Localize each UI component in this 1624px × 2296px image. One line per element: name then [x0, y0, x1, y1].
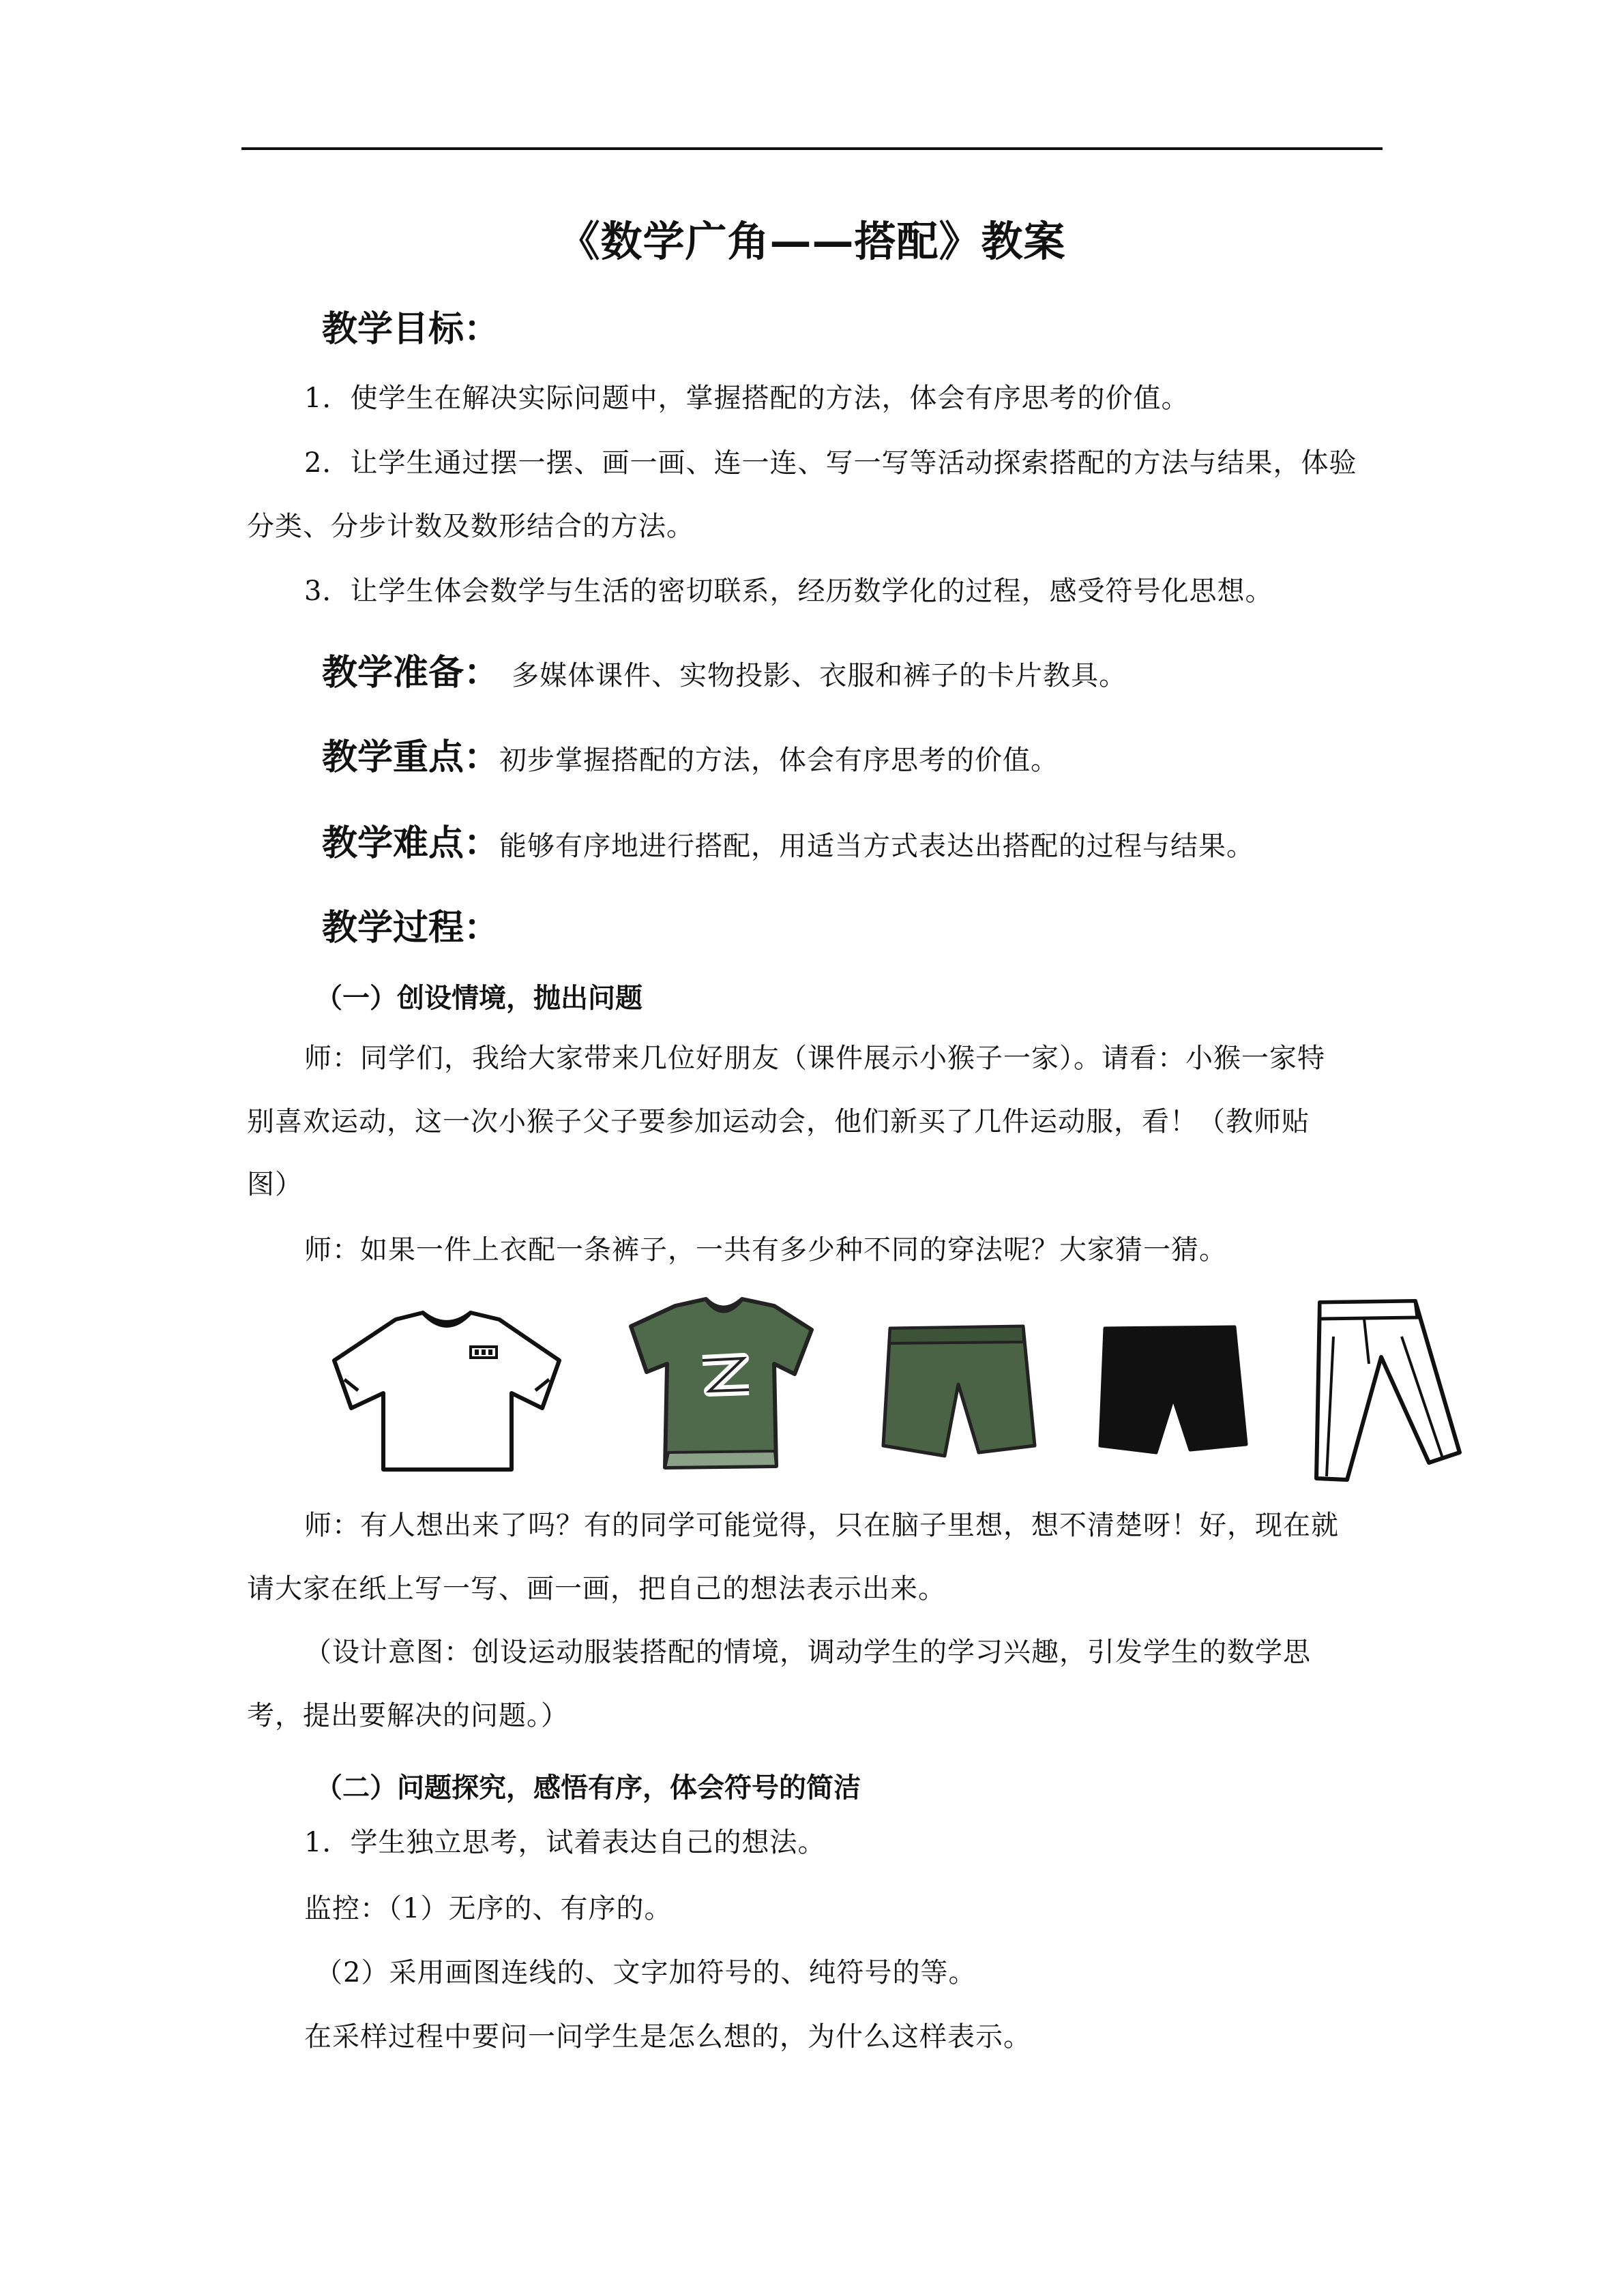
difficulty-row — [322, 814, 1254, 865]
key-point-heading: 教学重点： — [322, 737, 500, 778]
section-1-line-7: （设计意图：创设运动服装搭配的情境，调动学生的学习兴趣，引发学生的数学思 — [304, 1637, 1311, 1668]
section-2-line-2: 监控：（1）无序的、有序的。 — [304, 1893, 673, 1924]
objective-3: 3．让学生体会数学与生活的密切联系，经历数学化的过程，感受符号化思想。 — [304, 576, 1273, 607]
section-2-heading: （二）问题探究，感悟有序，体会符号的简洁 — [315, 1772, 861, 1804]
header-rule — [241, 147, 1383, 150]
green-z-tshirt-icon — [628, 1296, 818, 1476]
objective-2-cont: 分类、分步计数及数形结合的方法。 — [247, 511, 694, 542]
clothing-illustration — [314, 1292, 1473, 1490]
process-heading: 教学过程： — [322, 908, 500, 949]
preparation-heading: 教学准备： — [322, 653, 500, 694]
page-title: 《数学广角——搭配》教案 — [558, 218, 1066, 266]
preparation-text: 多媒体课件、实物投影、衣服和裤子的卡片教具。 — [512, 660, 1127, 691]
difficulty-text: 能够有序地进行搭配，用适当方式表达出搭配的过程与结果。 — [499, 831, 1255, 862]
objectives-heading: 教学目标： — [322, 309, 500, 350]
white-trousers-icon — [1306, 1296, 1466, 1487]
section-2-line-1: 1．学生独立思考，试着表达自己的想法。 — [304, 1827, 826, 1858]
preparation-row — [322, 644, 1127, 695]
green-shorts-icon — [876, 1323, 1040, 1459]
section-1-heading: （一）创设情境，抛出问题 — [315, 983, 643, 1014]
objective-2: 2．让学生通过摆一摆、画一画、连一连、写一写等活动探索搭配的方法与结果，体验 — [304, 447, 1357, 479]
difficulty-heading: 教学难点： — [322, 823, 500, 864]
white-tshirt-icon — [321, 1306, 573, 1476]
section-1-line-2: 别喜欢运动，这一次小猴子父子要参加运动会，他们新买了几件运动服，看！（教师贴 — [247, 1106, 1310, 1137]
section-1-line-4: 师：如果一件上衣配一条裤子，一共有多少种不同的穿法呢？大家猜一猜。 — [304, 1234, 1227, 1266]
objective-1: 1．使学生在解决实际问题中，掌握搭配的方法，体会有序思考的价值。 — [304, 383, 1190, 414]
black-shorts-icon — [1095, 1323, 1252, 1459]
section-1-line-1: 师：同学们，我给大家带来几位好朋友（课件展示小猴子一家）。请看：小猴一家特 — [304, 1043, 1325, 1074]
section-1-line-5: 师：有人想出来了吗？有的同学可能觉得，只在脑子里想，想不清楚呀！好，现在就 — [304, 1510, 1339, 1541]
section-2-line-4: 在采样过程中要问一问学生是怎么想的，为什么这样表示。 — [304, 2021, 1031, 2053]
key-point-row — [322, 728, 1059, 779]
section-1-line-3: 图） — [247, 1169, 303, 1200]
section-2-line-3: （2）采用画图连线的、文字加符号的、纯符号的等。 — [315, 1957, 977, 1988]
section-1-line-6: 请大家在纸上写一写、画一画，把自己的想法表示出来。 — [247, 1573, 946, 1605]
section-1-line-8: 考，提出要解决的问题。） — [247, 1700, 569, 1731]
key-point-text: 初步掌握搭配的方法，体会有序思考的价值。 — [499, 745, 1059, 776]
